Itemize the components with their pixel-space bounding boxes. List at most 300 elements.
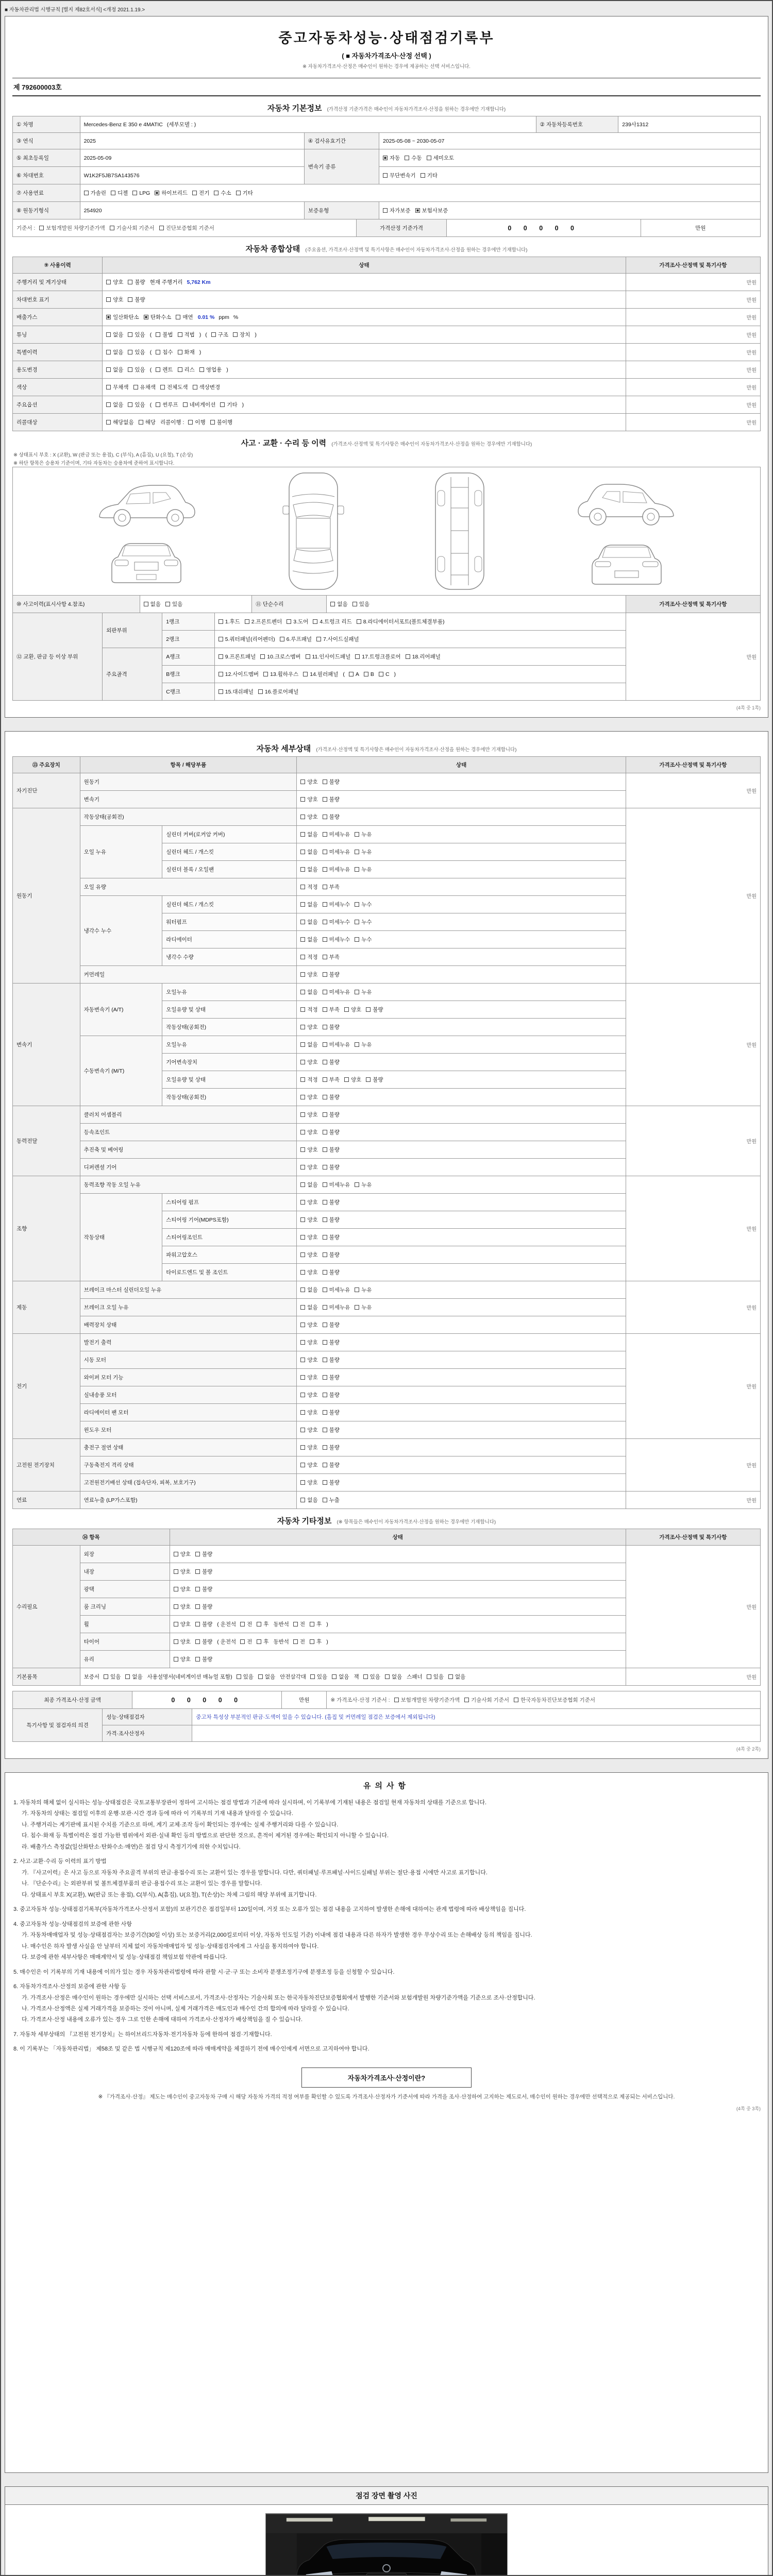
checkbox[interactable] — [355, 1286, 372, 1294]
checkbox[interactable] — [300, 1163, 317, 1171]
checkbox[interactable] — [383, 207, 411, 214]
checkbox-label: 불량 — [329, 972, 340, 978]
accident-section-head — [12, 437, 761, 448]
accident-section-note: (가격조사·산정액 및 특기사항은 매수인이 자동차가격조사·산정을 원하는 경우에만 기재합니다) — [331, 442, 532, 447]
checkbox[interactable] — [300, 778, 317, 786]
checkbox[interactable] — [178, 348, 195, 356]
checkbox[interactable] — [178, 366, 195, 374]
checkbox[interactable] — [240, 1620, 252, 1628]
checkbox-label: 적법 — [184, 332, 195, 338]
checkbox[interactable] — [240, 1638, 252, 1646]
table-cell: ⑫ 교환, 판금 등 이상 부위 — [13, 613, 103, 701]
checkbox[interactable] — [323, 1338, 340, 1346]
checkbox[interactable] — [263, 670, 298, 678]
checkbox[interactable] — [220, 401, 237, 409]
checkbox[interactable] — [323, 866, 350, 873]
checkbox[interactable] — [260, 653, 300, 660]
checkbox[interactable] — [323, 901, 350, 908]
table-cell: 자기진단 — [13, 773, 80, 808]
checkbox[interactable] — [355, 1181, 372, 1189]
checkbox-unchecked-icon — [106, 280, 111, 284]
checkbox[interactable] — [176, 313, 193, 321]
checkbox-unchecked-icon — [258, 689, 263, 694]
table-cell: 고전원전기배선 상태 (접속단자, 피복, 보호기구) — [80, 1474, 297, 1492]
checkbox[interactable] — [355, 866, 372, 873]
checkbox-label: 미세누유 — [329, 867, 350, 873]
checkbox[interactable] — [300, 971, 317, 978]
checkbox[interactable] — [156, 348, 173, 356]
checkbox[interactable] — [300, 1286, 317, 1294]
table-cell — [297, 1439, 626, 1456]
checkbox[interactable] — [188, 418, 205, 426]
checkbox[interactable] — [39, 224, 105, 232]
inspector-opinion-table — [12, 1708, 761, 1742]
checkbox[interactable] — [310, 1638, 322, 1646]
checkbox[interactable] — [160, 383, 188, 391]
checkbox[interactable] — [258, 688, 298, 696]
checkbox[interactable] — [139, 418, 156, 426]
checkbox[interactable] — [300, 988, 317, 996]
checkbox[interactable] — [125, 1673, 142, 1681]
checkbox[interactable] — [106, 331, 123, 338]
checkbox-label: 수동 — [411, 155, 422, 161]
checkbox[interactable] — [195, 1655, 212, 1663]
checkbox-unchecked-icon — [323, 779, 327, 784]
table-cell — [297, 1211, 626, 1229]
checkbox[interactable] — [323, 848, 350, 856]
checkbox-label: 있음 — [369, 1674, 380, 1680]
table-row — [13, 344, 761, 361]
checkbox[interactable] — [106, 278, 123, 286]
checkbox[interactable] — [357, 618, 445, 625]
checkbox[interactable] — [364, 671, 374, 677]
checkbox[interactable] — [300, 918, 317, 926]
checkbox[interactable] — [300, 1198, 317, 1206]
checkbox-checked[interactable] — [383, 154, 400, 162]
checkbox[interactable] — [300, 901, 317, 908]
checkbox-unchecked-icon — [306, 654, 310, 659]
checkbox[interactable] — [174, 1638, 191, 1646]
checkbox[interactable] — [174, 1603, 191, 1611]
checkbox[interactable] — [355, 653, 400, 660]
checkbox[interactable] — [323, 1198, 340, 1206]
checkbox[interactable] — [344, 1006, 361, 1013]
checkbox-label: 기타 — [427, 173, 438, 179]
table-cell — [297, 1159, 626, 1176]
table-cell — [170, 1651, 626, 1668]
table-cell: 주행거리 및 계기상태 — [13, 274, 103, 291]
checkbox-unchecked-icon — [263, 672, 268, 676]
checkbox[interactable] — [323, 1128, 340, 1136]
checkbox[interactable] — [323, 1461, 340, 1469]
checkbox[interactable] — [156, 366, 173, 374]
checkbox[interactable] — [300, 831, 317, 838]
checkbox[interactable] — [257, 1638, 268, 1646]
checkbox-label: 15.대쉬패널 — [225, 689, 254, 695]
checkbox[interactable] — [300, 1128, 317, 1136]
checkbox[interactable] — [323, 1303, 350, 1311]
checkbox[interactable] — [427, 154, 455, 162]
checkbox-unchecked-icon — [394, 1698, 399, 1702]
checkbox[interactable] — [210, 418, 232, 426]
checkbox[interactable] — [300, 1146, 317, 1154]
checkbox[interactable] — [323, 936, 350, 943]
checkbox[interactable] — [159, 224, 214, 232]
checkbox[interactable] — [300, 866, 317, 873]
checkbox[interactable] — [156, 331, 173, 338]
checkbox[interactable] — [323, 1233, 340, 1241]
checkbox[interactable] — [464, 1696, 509, 1704]
checkbox-label: 불량 — [329, 1375, 340, 1381]
checkbox[interactable] — [300, 1041, 317, 1048]
checkbox[interactable] — [178, 331, 195, 338]
checkbox[interactable] — [355, 1041, 372, 1048]
checkbox[interactable] — [448, 1673, 465, 1681]
checkbox[interactable] — [300, 1076, 317, 1083]
checkbox[interactable] — [366, 1076, 383, 1083]
checkbox[interactable] — [405, 154, 422, 162]
checkbox[interactable] — [257, 1620, 268, 1628]
table-row — [13, 202, 761, 219]
checkbox[interactable] — [363, 1673, 380, 1681]
checkbox[interactable] — [383, 172, 416, 179]
checkbox[interactable] — [195, 1620, 212, 1628]
checkbox[interactable] — [355, 988, 372, 996]
checkbox-label: 색상변경 — [199, 384, 221, 391]
checkbox[interactable] — [300, 1356, 317, 1364]
checkbox[interactable] — [195, 1603, 212, 1611]
checkbox[interactable] — [323, 1426, 340, 1434]
checkbox[interactable] — [323, 1216, 340, 1224]
checkbox[interactable] — [355, 901, 372, 908]
checkbox[interactable] — [106, 401, 123, 409]
checkbox-unchecked-icon — [178, 350, 182, 354]
checkbox[interactable] — [300, 1303, 317, 1311]
table-cell — [379, 167, 760, 184]
checkbox[interactable] — [313, 618, 351, 625]
checkbox[interactable] — [323, 1251, 340, 1259]
checkbox[interactable] — [379, 671, 390, 677]
checkbox[interactable] — [514, 1696, 595, 1704]
car-damage-diagram — [12, 467, 761, 596]
checkbox[interactable] — [316, 635, 359, 643]
checkbox[interactable] — [300, 1233, 317, 1241]
notice-item: 나. 『단순수리』는 외판부위 및 볼트체결부품의 판금·용접수리 또는 교환이 있는 경우를 말합니다. — [22, 1880, 262, 1887]
checkbox[interactable] — [323, 1286, 350, 1294]
checkbox[interactable] — [106, 383, 128, 391]
checkbox[interactable] — [219, 688, 254, 696]
checkbox[interactable] — [323, 813, 340, 821]
checkbox[interactable] — [219, 670, 259, 678]
checkbox[interactable] — [300, 1391, 317, 1399]
checkbox[interactable] — [128, 331, 145, 338]
checkbox[interactable] — [287, 618, 308, 625]
checkbox[interactable] — [323, 988, 350, 996]
checkbox[interactable] — [323, 1479, 340, 1486]
checkbox-unchecked-icon — [300, 1287, 305, 1292]
checkbox[interactable] — [406, 653, 441, 660]
checkbox-unchecked-icon — [300, 902, 305, 907]
checkbox[interactable] — [323, 1496, 340, 1504]
checkbox[interactable] — [104, 1673, 121, 1681]
checkbox[interactable] — [174, 1550, 191, 1558]
checkbox[interactable] — [323, 883, 340, 891]
checkbox-unchecked-icon — [363, 1674, 368, 1679]
checkbox[interactable] — [427, 1673, 444, 1681]
checkbox-unchecked-icon — [192, 191, 197, 195]
checkbox[interactable] — [236, 189, 253, 197]
checkbox[interactable] — [293, 1620, 305, 1628]
checkbox-checked[interactable] — [106, 313, 139, 321]
checkbox[interactable] — [300, 1181, 317, 1189]
checkbox-unchecked-icon — [300, 955, 305, 959]
checkbox[interactable] — [300, 1251, 317, 1259]
checkbox-checked[interactable] — [415, 207, 448, 214]
checkbox-label: 누유 — [361, 1182, 372, 1188]
notice-item: 다. 상태표시 부호 X(교환), W(판금 또는 용접), C(부식), A(흠집), U(요철), T(손상)는 차체 그림의 해당 부위에 표기합니다. — [22, 1891, 317, 1898]
checkbox[interactable] — [195, 1550, 212, 1558]
checkbox-checked[interactable] — [144, 313, 172, 321]
checkbox[interactable] — [323, 953, 340, 961]
table-cell: 튜닝 — [13, 326, 103, 344]
checkbox[interactable] — [344, 1076, 361, 1083]
checkbox-label: 없음 — [307, 1182, 318, 1188]
checkbox[interactable] — [323, 1268, 340, 1276]
checkbox[interactable] — [323, 1111, 340, 1118]
checkbox[interactable] — [366, 1006, 383, 1013]
checkbox[interactable] — [300, 1111, 317, 1118]
checkbox-unchecked-icon — [139, 420, 143, 425]
checkbox[interactable] — [385, 1673, 402, 1681]
checkbox[interactable] — [310, 1620, 322, 1628]
checkbox[interactable] — [323, 778, 340, 786]
checkbox[interactable] — [323, 1058, 340, 1066]
checkbox[interactable] — [293, 1638, 305, 1646]
checkbox[interactable] — [323, 1006, 340, 1013]
checkbox-label: 누유 — [361, 1287, 372, 1293]
checkbox-label: 11.인사이드패널 — [312, 654, 351, 660]
checkbox-unchecked-icon — [323, 867, 327, 872]
accident-parts-table — [12, 613, 761, 701]
checkbox[interactable] — [323, 1409, 340, 1416]
table-cell: 만원 — [626, 309, 760, 326]
checkbox[interactable] — [300, 1426, 317, 1434]
checkbox[interactable] — [352, 600, 369, 608]
checkbox[interactable] — [211, 331, 228, 338]
checkbox[interactable] — [84, 189, 106, 197]
notice-item: 가. 『사고이력』은 사고 등으로 자동차 주요골격 부위의 판금·용접수리 또는 교환이 있는 경우를 말합니다. 다만, 쿼터패널·루프패널·사이드실패널 부위는 절단·용접 시에만 사고로 표기합니다. — [22, 1869, 488, 1876]
checkbox[interactable] — [300, 848, 317, 856]
checkbox[interactable] — [300, 1338, 317, 1346]
checkbox[interactable] — [300, 883, 317, 891]
checkbox[interactable] — [323, 1356, 340, 1364]
table-row — [13, 116, 761, 133]
checkbox-label: 세미오토 — [433, 155, 455, 161]
checkbox[interactable] — [132, 190, 150, 196]
checkbox[interactable] — [300, 1268, 317, 1276]
inline-text: ( — [149, 331, 152, 338]
checkbox[interactable] — [245, 618, 282, 625]
checkbox[interactable] — [300, 1496, 317, 1504]
checkbox-unchecked-icon — [366, 1077, 371, 1082]
checkbox[interactable] — [323, 918, 350, 926]
checkbox[interactable] — [323, 971, 340, 978]
checkbox[interactable] — [156, 401, 178, 409]
table-cell: A랭크 — [162, 648, 215, 666]
table-cell — [297, 808, 626, 826]
checkbox[interactable] — [323, 1391, 340, 1399]
checkbox[interactable] — [174, 1620, 191, 1628]
checkbox[interactable] — [323, 1146, 340, 1154]
checkbox[interactable] — [300, 1006, 317, 1013]
checkbox[interactable] — [300, 1058, 317, 1066]
checkbox[interactable] — [300, 1409, 317, 1416]
checkbox[interactable] — [355, 936, 372, 943]
checkbox[interactable] — [300, 1321, 317, 1329]
checkbox[interactable] — [183, 401, 216, 409]
checkbox-label: 없음 — [307, 919, 318, 925]
checkbox[interactable] — [323, 1444, 340, 1451]
checkbox[interactable] — [394, 1696, 460, 1704]
checkbox[interactable] — [233, 331, 250, 338]
checkbox[interactable] — [306, 653, 351, 660]
checkbox[interactable] — [300, 1216, 317, 1224]
checkbox[interactable] — [106, 418, 134, 426]
checkbox[interactable] — [219, 618, 240, 625]
checkbox-unchecked-icon — [427, 1674, 431, 1679]
checkbox[interactable] — [110, 224, 155, 232]
checkbox[interactable] — [300, 1444, 317, 1451]
checkbox[interactable] — [421, 172, 438, 179]
checkbox[interactable] — [128, 278, 145, 286]
checkbox[interactable] — [355, 918, 372, 926]
checkbox-unchecked-icon — [300, 1235, 305, 1240]
checkbox[interactable] — [174, 1655, 191, 1663]
checkbox[interactable] — [300, 795, 317, 803]
checkbox[interactable] — [323, 1181, 350, 1189]
checkbox[interactable] — [300, 936, 317, 943]
checkbox[interactable] — [195, 1568, 212, 1575]
checkbox[interactable] — [128, 366, 145, 374]
inline-text: ( 운전석 — [217, 1639, 237, 1645]
table-cell: 주요골격 — [103, 648, 162, 701]
checkbox[interactable] — [133, 383, 156, 391]
checkbox-unchecked-icon — [300, 1042, 305, 1047]
checkbox[interactable] — [258, 1673, 275, 1681]
checkbox[interactable] — [111, 189, 128, 197]
checkbox-unchecked-icon — [323, 1112, 327, 1117]
checkbox-unchecked-icon — [293, 1622, 298, 1626]
checkbox[interactable] — [193, 383, 221, 391]
checkbox-label: 양호 — [307, 1357, 318, 1363]
checkbox-label: 3.도어 — [293, 619, 309, 625]
checkbox[interactable] — [300, 1374, 317, 1381]
checkbox[interactable] — [106, 348, 123, 356]
checkbox-label: 전기 — [199, 190, 210, 196]
checkbox[interactable] — [106, 366, 123, 374]
checkbox-unchecked-icon — [323, 1323, 327, 1327]
checkbox[interactable] — [323, 1093, 340, 1101]
checkbox[interactable] — [300, 953, 317, 961]
checkbox[interactable] — [195, 1638, 212, 1646]
checkbox[interactable] — [128, 401, 145, 409]
checkbox-unchecked-icon — [174, 1569, 178, 1574]
checkbox[interactable] — [219, 653, 256, 660]
checkbox[interactable] — [106, 296, 123, 303]
checkbox[interactable] — [355, 1303, 372, 1311]
checkbox[interactable] — [280, 635, 312, 643]
checkbox[interactable] — [323, 1076, 340, 1083]
checkbox[interactable] — [323, 1023, 340, 1031]
checkbox-unchecked-icon — [160, 385, 165, 389]
checkbox-unchecked-icon — [383, 208, 388, 213]
checkbox-label: 부족 — [329, 1007, 340, 1013]
checkbox[interactable] — [199, 366, 222, 374]
checkbox-label: 불량 — [201, 1604, 213, 1610]
checkbox[interactable] — [355, 848, 372, 856]
checkbox[interactable] — [237, 1673, 254, 1681]
checkbox[interactable] — [323, 1374, 340, 1381]
car-rear-view-diagram — [583, 538, 670, 589]
checkbox[interactable] — [303, 670, 338, 678]
table-cell: 수동변속기 (M/T) — [80, 1036, 162, 1106]
table-row — [13, 1281, 761, 1299]
checkbox[interactable] — [128, 296, 145, 303]
checkbox[interactable] — [310, 1673, 327, 1681]
checkbox[interactable] — [214, 189, 231, 197]
checkbox-label: 네비게이션 — [189, 402, 216, 408]
checkbox[interactable] — [323, 795, 340, 803]
table-cell: 특별이력 — [13, 344, 103, 361]
checkbox[interactable] — [300, 1479, 317, 1486]
checkbox[interactable] — [332, 1673, 349, 1681]
table-cell: ⑦ 사용연료 — [13, 184, 80, 202]
checkbox-label: 불량 — [329, 1392, 340, 1398]
checkbox[interactable] — [323, 1321, 340, 1329]
checkbox[interactable] — [330, 600, 347, 608]
checkbox[interactable] — [323, 1041, 350, 1048]
checkbox[interactable] — [300, 1093, 317, 1101]
checkbox[interactable] — [300, 1461, 317, 1469]
checkbox[interactable] — [195, 1585, 212, 1593]
checkbox-label: 전체도색 — [166, 384, 188, 391]
checkbox[interactable] — [219, 635, 275, 643]
checkbox[interactable] — [300, 1023, 317, 1031]
checkbox-checked[interactable] — [155, 189, 188, 197]
checkbox[interactable] — [144, 600, 161, 608]
checkbox[interactable] — [192, 189, 209, 197]
checkbox[interactable] — [128, 348, 145, 356]
checkbox-label: 미세누유 — [329, 989, 350, 995]
checkbox[interactable] — [349, 671, 359, 677]
checkbox-unchecked-icon — [174, 1657, 178, 1662]
checkbox[interactable] — [323, 1163, 340, 1171]
checkbox[interactable] — [323, 831, 350, 838]
checkbox-label: 불량 — [329, 1410, 340, 1416]
inline-text: 0.01 % — [197, 314, 215, 320]
checkbox-unchecked-icon — [111, 191, 115, 195]
checkbox[interactable] — [300, 813, 317, 821]
checkbox-label: 양호 — [307, 1375, 318, 1381]
checkbox[interactable] — [174, 1585, 191, 1593]
detail-condition-table — [12, 756, 761, 1509]
checkbox[interactable] — [355, 831, 372, 838]
checkbox[interactable] — [174, 1568, 191, 1575]
checkbox-label: 불량 — [329, 1164, 340, 1171]
table-row — [13, 1176, 761, 1194]
checkbox[interactable] — [165, 600, 182, 608]
checkbox-unchecked-icon — [323, 1410, 327, 1415]
